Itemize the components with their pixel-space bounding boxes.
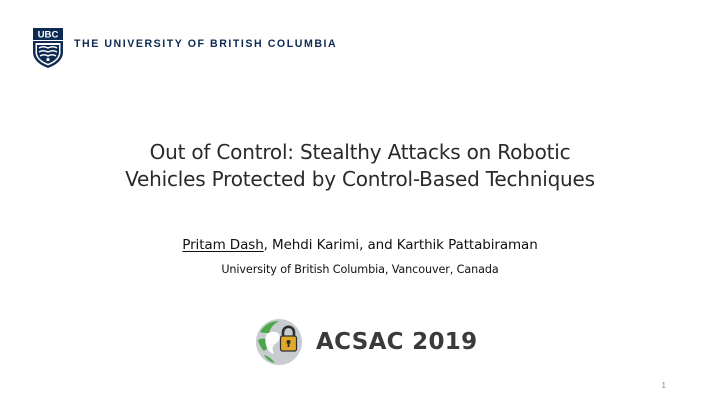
slide-number: 1 [661, 381, 666, 390]
presentation-title [0, 139, 720, 193]
conference-name: ACSAC 2019 [316, 329, 478, 355]
presenter-name: Pritam Dash [182, 237, 264, 253]
ubc-crest-icon [33, 28, 63, 68]
university-header [33, 28, 337, 68]
conference-logo [255, 318, 477, 366]
author-list [0, 237, 720, 253]
university-name: THE UNIVERSITY OF BRITISH COLUMBIA [74, 38, 338, 50]
coauthor-names: , Mehdi Karimi, and Karthik Pattabiraman [263, 237, 538, 253]
affiliation: University of British Columbia, Vancouver, Canada [221, 263, 499, 276]
title-line-2: Vehicles Protected by Control-Based Techniques [125, 167, 595, 191]
globe-padlock-icon [255, 318, 303, 366]
ubc-crest-label: UBC [37, 29, 59, 41]
title-line-1: Out of Control: Stealthy Attacks on Robotic [149, 140, 571, 164]
